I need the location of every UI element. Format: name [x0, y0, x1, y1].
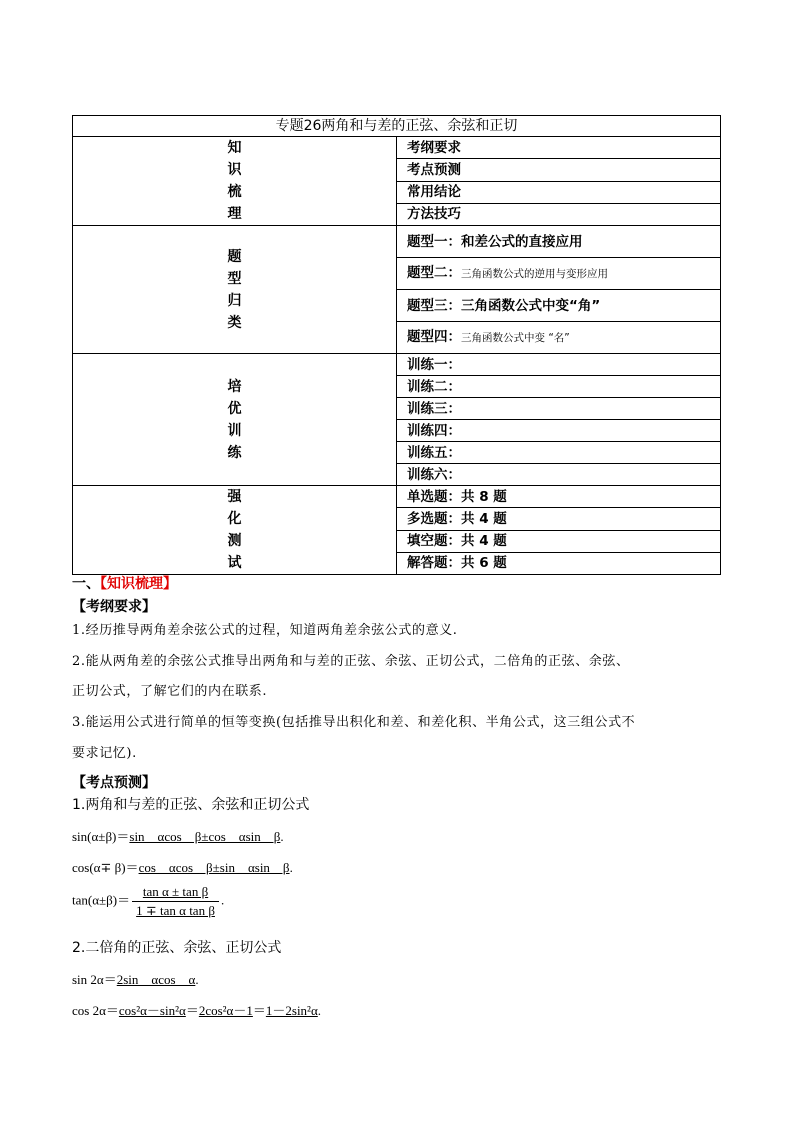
formula-sin-double: sin 2α＝2sin αcos α.: [72, 972, 199, 987]
contents-table: [72, 115, 721, 575]
table-row: 解答题：共 6 题: [397, 552, 721, 574]
table-row: 题型三：三角函数公式中变“角”: [397, 290, 721, 322]
table-row: 训练三：: [397, 398, 721, 420]
paragraph: 3.能运用公式进行简单的恒等变换(包括推导出积化和差、和差化积、半角公式，这三组公式不: [72, 715, 636, 730]
topic-title: 2.二倍角的正弦、余弦、正切公式: [72, 940, 282, 956]
subheading-syllabus: 【考纲要求】: [72, 599, 156, 615]
table-row: 训练四：: [397, 420, 721, 442]
table-row: 方法技巧: [397, 203, 721, 225]
category-label-question-types: 题 型 归 类: [73, 226, 397, 354]
table-row: 填空题：共 4 题: [397, 530, 721, 552]
topic-title: 1.两角和与差的正弦、余弦和正切公式: [72, 797, 310, 813]
paragraph: 要求记忆).: [72, 746, 137, 761]
table-row: 多选题：共 4 题: [397, 508, 721, 530]
paragraph: 正切公式，了解它们的内在联系.: [72, 684, 268, 699]
formula-tan-sum: tan(α±β)＝ $\frac{\text{tan α ± tan β}}{\text{1 ∓ tan α tan β}}$ .: [72, 884, 225, 918]
table-row: 训练二：: [397, 376, 721, 398]
paragraph: 2.能从两角差的余弦公式推导出两角和与差的正弦、余弦、正切公式，二倍角的正弦、余弦、: [72, 654, 630, 669]
subheading-predictions: 【考点预测】: [72, 775, 156, 791]
category-label-training: 培 优 训 练: [73, 354, 397, 486]
formula-sin-sum: sin(α±β)＝sin αcos β±cos αsin β.: [72, 829, 284, 844]
table-row: 考纲要求: [397, 137, 721, 159]
category-label-knowledge: 知 识 梳 理: [73, 137, 397, 226]
table-row: 考点预测: [397, 159, 721, 181]
table-row: 训练五：: [397, 442, 721, 464]
table-row: 常用结论: [397, 181, 721, 203]
formula-cos-double: cos 2α＝cos²α－sin²α＝2cos²α－1＝1－2sin²α.: [72, 1003, 322, 1018]
table-row: 题型一：和差公式的直接应用: [397, 226, 721, 258]
formula-cos-sum: cos(α∓ β)＝cos αcos β±sin αsin β.: [72, 860, 293, 875]
paragraph: 1.经历推导两角差余弦公式的过程，知道两角差余弦公式的意义.: [72, 623, 458, 638]
table-row: 单选题：共 8 题: [397, 486, 721, 508]
table-title: 专题26两角和与差的正弦、余弦和正切: [73, 116, 721, 137]
table-row: 题型四：三角函数公式中变 “名”: [397, 322, 721, 354]
table-row: 训练六：: [397, 464, 721, 486]
table-row: 训练一：: [397, 354, 721, 376]
section-heading: 一、【知识梳理】: [72, 576, 177, 592]
tan-fraction: $\frac{\text{tan α ± tan β}}{\text{1 ∓ tan α tan β}}$: [132, 884, 219, 919]
table-row: 题型二：三角函数公式的逆用与变形应用: [397, 258, 721, 290]
category-label-tests: 强 化 测 试: [73, 486, 397, 575]
